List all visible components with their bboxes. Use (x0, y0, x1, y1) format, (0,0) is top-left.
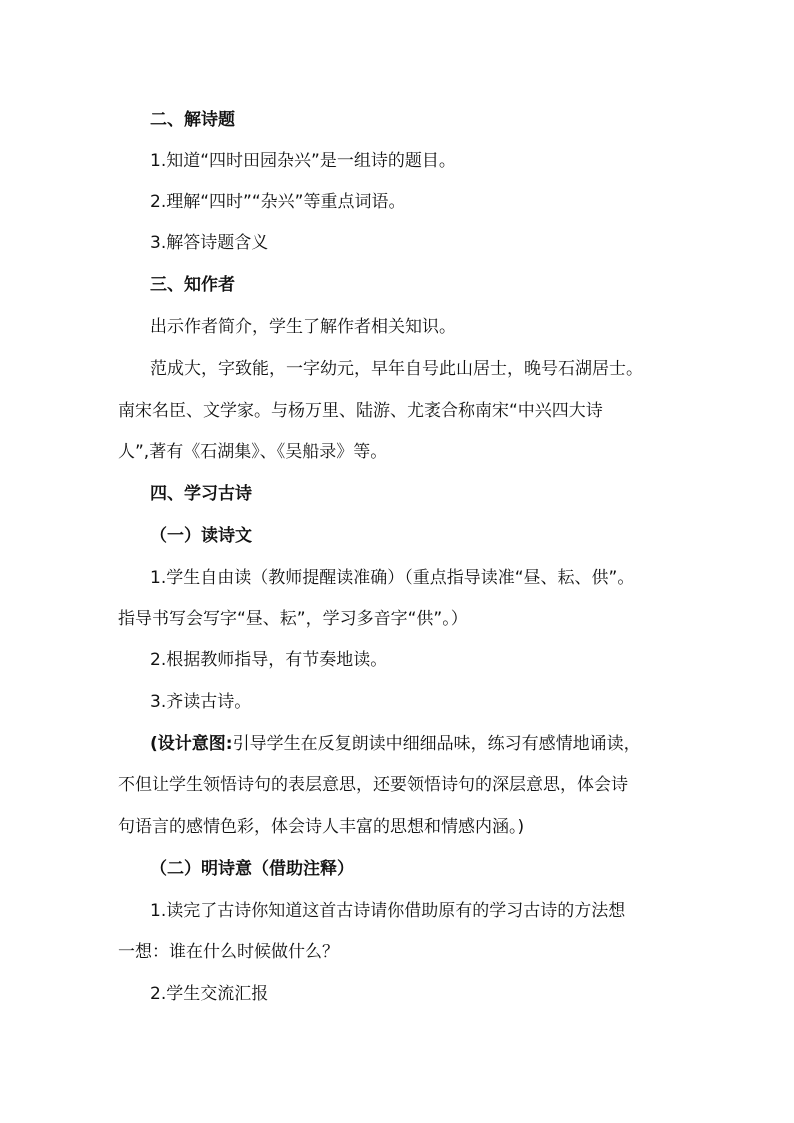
paragraph-bio-line: 人”,著有《石湖集》、《吴船录》等。 (118, 442, 388, 462)
list-item-continuation: 指导书写会写字“昼、耘”，学习多音字“供”。） (118, 609, 468, 629)
design-intent-label: (设计意图: (150, 734, 233, 754)
design-intent-line (150, 732, 641, 756)
paragraph-bio-line: 南宋名臣、文学家。与杨万里、陆游、尤袤合称南宋“中兴四大诗 (118, 401, 603, 421)
list-item: 3.解答诗题含义 (150, 233, 269, 253)
list-item: 3.齐读古诗。 (150, 692, 252, 712)
design-intent-text: 引导学生在反复朗读中细细品味，练习有感情地诵读， (232, 734, 641, 754)
list-item: 2.学生交流汇报 (150, 984, 269, 1004)
paragraph-bio-line: 范成大，字致能，一字幼元，早年自号此山居士，晚号石湖居士。 (150, 359, 643, 379)
list-item: 2.根据教师指导，有节奏地读。 (150, 650, 388, 670)
section-heading-zhizuozhe: 三、知作者 (150, 275, 235, 295)
subsection-heading-dushiwen: （一）读诗文 (150, 526, 252, 546)
list-item: 1.读完了古诗你知道这首古诗请你借助原有的学习古诗的方法想 (150, 901, 626, 921)
design-intent-line: 不但让学生领悟诗句的表层意思，还要领悟诗句的深层意思，体会诗 (118, 775, 628, 795)
list-item: 1.学生自由读（教师提醒读准确）（重点指导读准“昼、耘、供”。 (150, 568, 635, 588)
list-item-continuation: 一想：谁在什么时候做什么？ (118, 942, 339, 962)
paragraph-intro: 出示作者简介，学生了解作者相关知识。 (150, 317, 456, 337)
design-intent-line: 句语言的感情色彩，体会诗人丰富的思想和情感内涵。) (118, 817, 525, 837)
list-item: 2.理解“四时”“杂兴”等重点词语。 (150, 192, 406, 212)
list-item: 1.知道“四时田园杂兴”是一组诗的题目。 (150, 151, 456, 171)
subsection-heading-mingshiyi: （二）明诗意（借助注释） (150, 859, 354, 879)
section-heading-xuexigushi: 四、学习古诗 (150, 484, 252, 504)
section-heading-jieshiti: 二、解诗题 (150, 110, 235, 130)
